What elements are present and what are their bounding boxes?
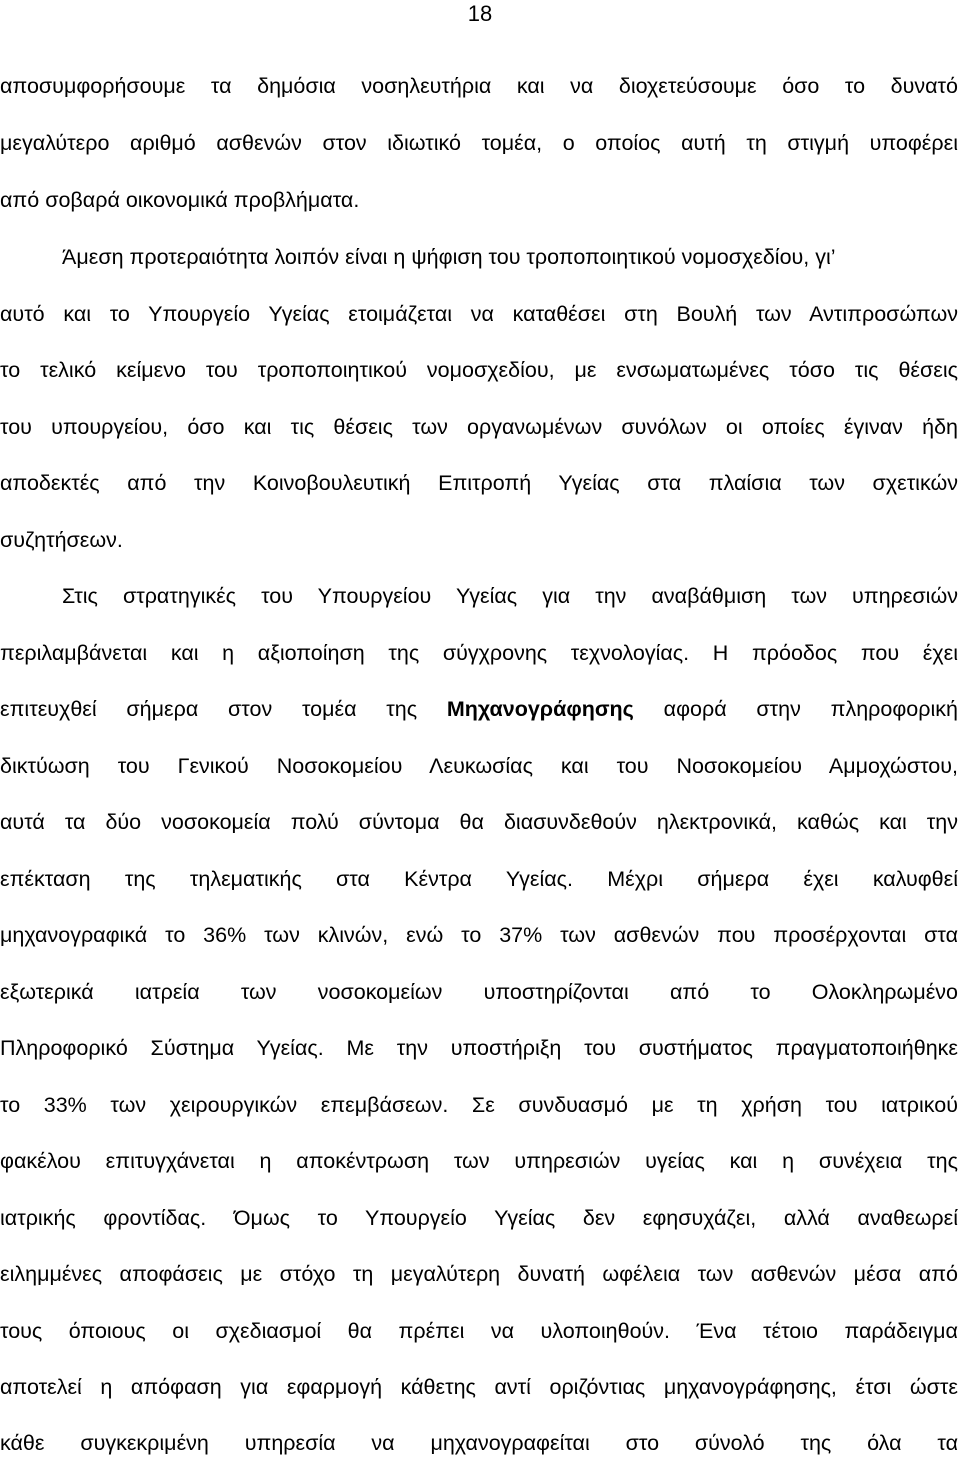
text-line: συζητήσεων. [0,528,123,552]
text-line: περιλαμβάνεται και η αξιοποίηση της σύγχρονης τεχνολογίας. Η πρόοδος που έχει [0,641,958,665]
text-line: το 33% των χειρουργικών επεμβάσεων. Σε συνδυασμό με τη χρήση του ιατρικού [0,1093,958,1117]
text-line: το τελικό κείμενο του τροποποιητικού νομοσχεδίου, με ενσωματωμένες τόσο τις θέσεις [0,358,958,382]
text-line-with-bold [0,695,958,723]
text-line: αποδεκτές από την Κοινοβουλευτική Επιτροπή Υγείας στα πλαίσια των σχετικών [0,471,958,495]
text-line: επέκταση της τηλεματικής στα Κέντρα Υγείας. Μέχρι σήμερα έχει καλυφθεί [0,867,958,891]
text-line: αυτό και το Υπουργείο Υγείας ετοιμάζεται να καταθέσει στη Βουλή των Αντιπροσώπων [0,302,958,326]
text-line: μηχανογραφικά το 36% των κλινών, ενώ το 37% των ασθενών που προσέρχονται στα [0,923,958,947]
text-line: αποτελεί η απόφαση για εφαρμογή κάθετης αντί οριζόντιας μηχανογράφησης, έτσι ώστε [0,1375,958,1399]
text-line: από σοβαρά οικονομικά προβλήματα. [0,188,360,212]
text-line: μεγαλύτερο αριθμό ασθενών στον ιδιωτικό τομέα, ο οποίος αυτή τη στιγμή υποφέρει [0,131,958,155]
text-line: Πληροφορικό Σύστημα Υγείας. Με την υποστήριξη του συστήματος πραγματοποιήθηκε [0,1036,958,1060]
text-line: του υπουργείου, όσο και τις θέσεις των οργανωμένων συνόλων οι οποίες έγιναν ήδη [0,415,958,439]
text-segment: αφορά στην πληροφορική [633,697,958,721]
text-line: τους όποιους οι σχεδιασμοί θα πρέπει να υλοποιηθούν. Ένα τέτοιο παράδειγμα [0,1319,958,1343]
text-line: Άμεση προτεραιότητα λοιπόν είναι η ψήφιση του τροποποιητικού νομοσχεδίου, γι’ [62,245,836,269]
text-line: αυτά τα δύο νοσοκομεία πολύ σύντομα θα διασυνδεθούν ηλεκτρονικά, καθώς και την [0,810,958,834]
page-number: 18 [467,1,493,26]
text-line: Στις στρατηγικές του Υπουργείου Υγείας για την αναβάθμιση των υπηρεσιών [62,584,958,608]
text-line: εξωτερικά ιατρεία των νοσοκομείων υποστηρίζονται από το Ολοκληρωμένο [0,980,958,1004]
text-line: αποσυμφορήσουμε τα δημόσια νοσηλευτήρια και να διοχετεύσουμε όσο το δυνατό [0,74,958,98]
bold-term: Μηχανογράφησης [446,697,634,721]
text-line: φακέλου επιτυγχάνεται η αποκέντρωση των υπηρεσιών υγείας και η συνέχεια της [0,1149,958,1173]
text-line: δικτύωση του Γενικού Νοσοκομείου Λευκωσίας και του Νοσοκομείου Αμμοχώστου, [0,754,958,778]
text-line: ειλημμένες αποφάσεις με στόχο τη μεγαλύτερη δυνατή ωφέλεια των ασθενών μέσα από [0,1262,958,1286]
text-line: κάθε συγκεκριμένη υπηρεσία να μηχανογραφείται στο σύνολό της όλα τα [0,1431,958,1455]
text-segment: επιτευχθεί σήμερα στον τομέα της [0,697,447,721]
text-line: ιατρικής φροντίδας. Όμως το Υπουργείο Υγείας δεν εφησυχάζει, αλλά αναθεωρεί [0,1206,958,1230]
